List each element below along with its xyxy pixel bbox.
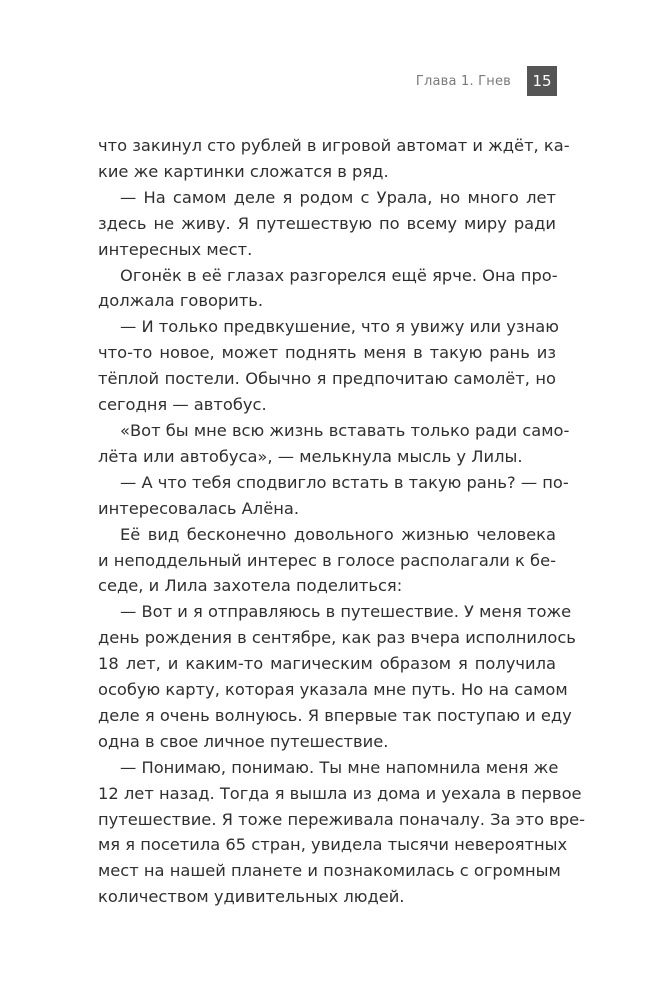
text-line: — На самом деле я родом с Урала, но много лет (120, 187, 556, 207)
text-line: должала говорить. (98, 291, 264, 311)
text-line: и неподдельный интерес в голосе располагали к бе- (98, 550, 556, 570)
text-line: — И только предвкушение, что я увижу или узнаю (120, 317, 559, 337)
text-line: особую карту, которая указала мне путь. Но на самом (98, 680, 568, 700)
text-line: — А что тебя сподвигло встать в такую рань? — по- (120, 472, 569, 492)
text-line: сегодня — автобус. (98, 395, 267, 415)
text-line: тёплой постели. Обычно я предпочитаю самолёт, но (98, 369, 556, 389)
text-line: лёта или автобуса», — мелькнула мысль у Лилы. (98, 446, 523, 466)
text-line: — Вот и я отправляюсь в путешествие. У меня тоже (120, 602, 572, 622)
text-line: количеством удивительных людей. (98, 887, 405, 907)
text-line: что закинул сто рублей в игровой автомат и ждёт, ка- (98, 136, 570, 155)
text-line: кие же картинки сложатся в ряд. (98, 161, 389, 181)
page-number: 15 (527, 66, 557, 96)
text-line: Огонёк в её глазах разгорелся ещё ярче. Она про- (120, 265, 558, 285)
text-line: мя я посетила 65 стран, увидела тысячи невероятных (98, 835, 568, 855)
text-line: здесь не живу. Я путешествую по всему миру ради (98, 213, 556, 233)
text-line: интересовалась Алёна. (98, 498, 300, 518)
text-line: что-то новое, может поднять меня в такую рань из (98, 343, 556, 363)
text-line: мест на нашей планете и познакомилась с огромным (98, 861, 561, 881)
text-line: — Понимаю, понимаю. Ты мне напомнила меня же (120, 757, 559, 777)
text-line: день рождения в сентябре, как раз вчера исполнилось (98, 628, 576, 648)
text-line: Её вид бесконечно довольного жизнью человека (120, 524, 556, 544)
chapter-title: Глава 1. Гнев (415, 73, 511, 89)
text-line: седе, и Лила захотела поделиться: (98, 576, 403, 596)
text-line: 18 лет, и каким-то магическим образом я получила (98, 654, 556, 674)
text-line: одна в свое личное путешествие. (98, 731, 389, 751)
text-line: путешествие. Я тоже переживала поначалу. За это вре- (98, 809, 586, 829)
running-header (416, 66, 557, 96)
text-line: деле я очень волнуюсь. Я впервые так поступаю и еду (98, 705, 572, 725)
text-line: 12 лет назад. Тогда я вышла из дома и уехала в первое (98, 783, 582, 803)
body-text (98, 133, 586, 910)
text-line: интересных мест. (98, 239, 253, 259)
text-line: «Вот бы мне всю жизнь вставать только ради само- (120, 420, 570, 440)
